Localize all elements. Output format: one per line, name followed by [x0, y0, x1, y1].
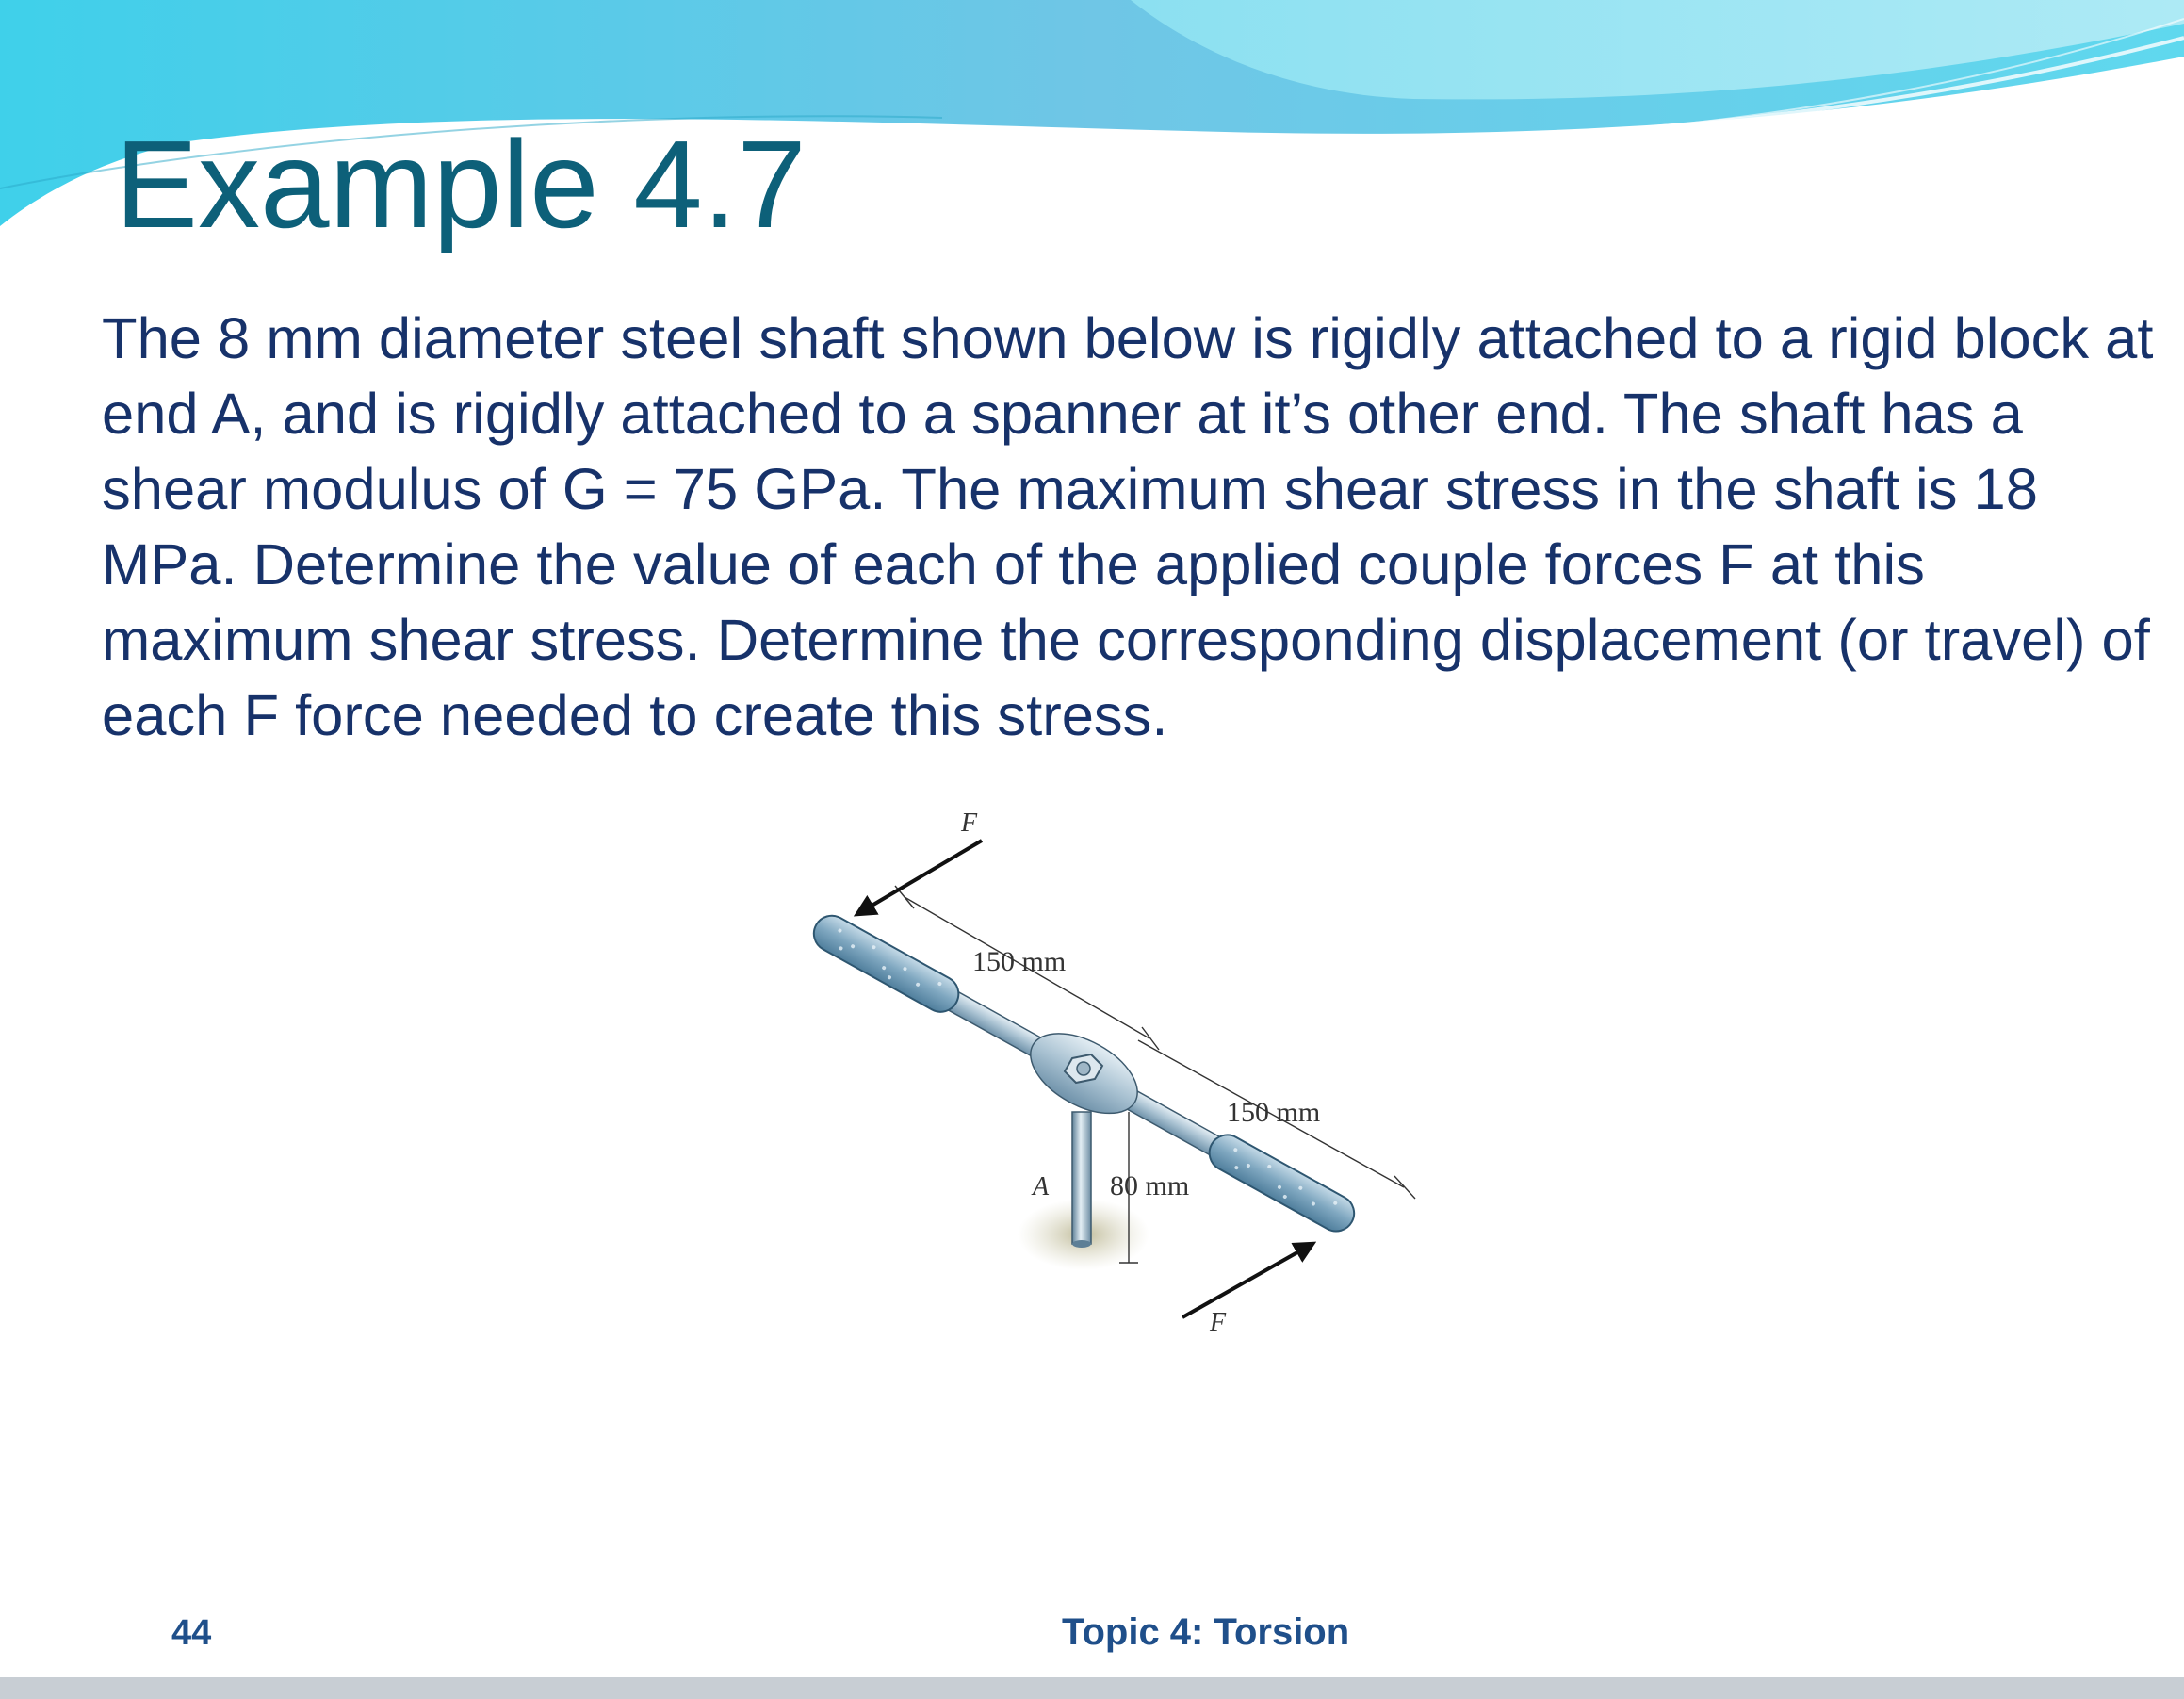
height-dimension-label: 80 mm: [1110, 1170, 1190, 1201]
force-arrow-top: [857, 841, 982, 914]
dimension-label-left: 150 mm: [972, 946, 1067, 977]
force-label-bottom: F: [1210, 1308, 1227, 1337]
problem-statement: The 8 mm diameter steel shaft shown below is rigidly attached to a rigid block at end A, and is rigidly attached to a spanner at it’s other end. The shaft has a shear modulus of G = 75 GPa. The maximum shear stress in the shaft is 18 MPa. Determine the value of each of the applied couple forces F at this maximum shear stress. Determine the corresponding displacement (or travel) of each F force needed to create this stress.: [102, 306, 2154, 748]
page-number: 44: [171, 1613, 212, 1653]
point-a-label: A: [1033, 1172, 1050, 1201]
left-grip: [807, 909, 965, 1019]
spanner-shaft-diagram: [773, 792, 1451, 1357]
bottom-bar: [0, 1677, 2184, 1699]
slide-title: Example 4.7: [115, 115, 807, 253]
force-arrow-bottom: [1182, 1244, 1312, 1317]
force-label-top: F: [961, 809, 978, 838]
steel-shaft: [1072, 1112, 1091, 1244]
footer-topic: Topic 4: Torsion: [1062, 1611, 1350, 1653]
dimension-label-right: 150 mm: [1227, 1097, 1321, 1128]
right-grip: [1203, 1129, 1361, 1238]
